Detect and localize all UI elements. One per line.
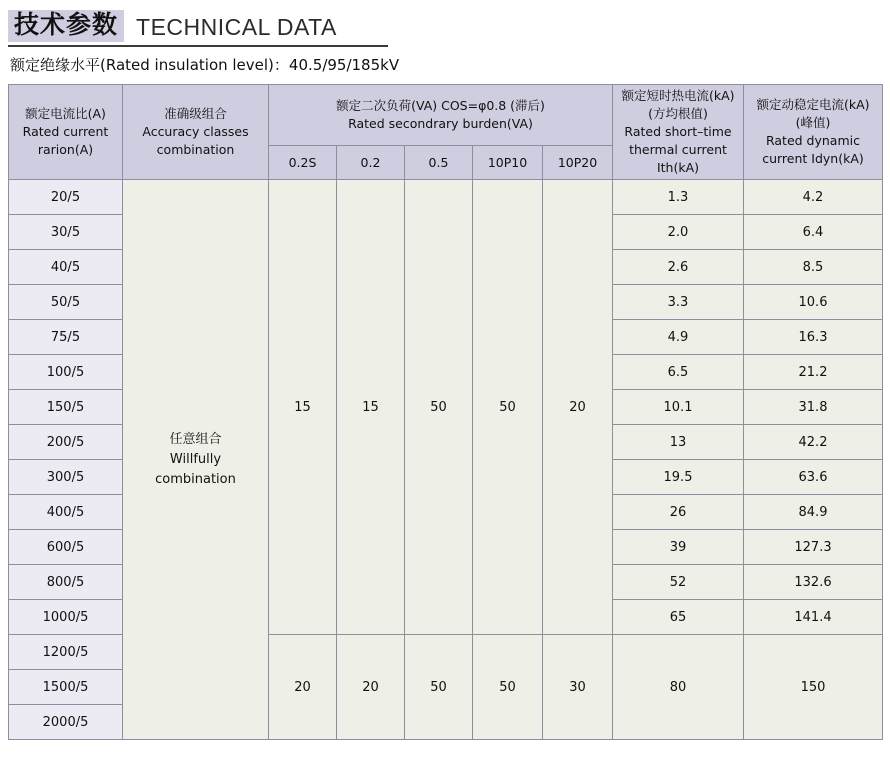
- cell-burden-0.2-group2: 20: [337, 635, 405, 740]
- cell-current-ratio: 300/5: [9, 460, 123, 495]
- cell-burden-0.2S-group2: 20: [269, 635, 337, 740]
- cell-burden-10P20-group1: 20: [543, 180, 613, 635]
- header-burden-line1: 额定二次负荷(VA) COS=φ0.8 (滞后): [336, 97, 545, 113]
- header-current-ratio: [9, 84, 123, 180]
- cell-current-ratio: 50/5: [9, 285, 123, 320]
- cell-current-ratio: 600/5: [9, 530, 123, 565]
- header-burden-col-3: 10P10: [473, 146, 543, 180]
- cell-current-ratio: 2000/5: [9, 705, 123, 740]
- cell-burden-0.2S-group1: 15: [269, 180, 337, 635]
- header-burden-col-4: 10P20: [543, 146, 613, 180]
- header-secondary-burden: [269, 84, 613, 146]
- cell-thermal-current: 52: [613, 565, 744, 600]
- cell-burden-0.5-group2: 50: [405, 635, 473, 740]
- header-accuracy-line1: 准确级组合: [164, 105, 227, 121]
- cell-current-ratio: 150/5: [9, 390, 123, 425]
- cell-burden-10P10-group2: 50: [473, 635, 543, 740]
- page-header: [0, 0, 890, 75]
- header-current-ratio-line1: 额定电流比(A): [25, 105, 106, 121]
- cell-thermal-current: 39: [613, 530, 744, 565]
- cell-thermal-current: 26: [613, 495, 744, 530]
- cell-dynamic-current: 6.4: [744, 215, 883, 250]
- header-burden-col-2: 0.5: [405, 146, 473, 180]
- cell-current-ratio: 75/5: [9, 320, 123, 355]
- table-head: [9, 84, 883, 180]
- cell-thermal-current: 80: [613, 635, 744, 740]
- cell-dynamic-current: 84.9: [744, 495, 883, 530]
- header-burden-line2: Rated secondrary burden(VA): [348, 116, 533, 132]
- table-header-row-1: [9, 84, 883, 146]
- insulation-level-subtitle: 额定绝缘水平(Rated insulation level)：40.5/95/185kV: [10, 55, 400, 74]
- header-accuracy-classes: [123, 84, 269, 180]
- cell-burden-0.2-group1: 15: [337, 180, 405, 635]
- cell-current-ratio: 20/5: [9, 180, 123, 215]
- header-thermal-line1: 额定短时热电流(kA): [621, 87, 735, 103]
- cell-burden-10P10-group1: 50: [473, 180, 543, 635]
- cell-dynamic-current: 21.2: [744, 355, 883, 390]
- table-container: [0, 84, 890, 741]
- header-thermal-line3: Rated short–time: [624, 124, 732, 139]
- page-title-cn: 技术参数: [8, 10, 124, 42]
- cell-dynamic-current: 63.6: [744, 460, 883, 495]
- technical-data-table: [8, 84, 883, 741]
- header-burden-col-0: 0.2S: [269, 146, 337, 180]
- table-body: [9, 180, 883, 740]
- cell-burden-0.5-group1: 50: [405, 180, 473, 635]
- cell-accuracy-combination: [123, 180, 269, 740]
- cell-current-ratio: 100/5: [9, 355, 123, 390]
- header-dynamic-line1: 额定动稳定电流(kA): [756, 96, 870, 112]
- cell-thermal-current: 2.0: [613, 215, 744, 250]
- title-row: [8, 10, 388, 47]
- header-dynamic-line4: current Idyn(kA): [762, 151, 864, 167]
- header-thermal-line5: Ith(kA): [656, 160, 700, 176]
- header-thermal-line2: (方均根值): [648, 105, 708, 121]
- cell-dynamic-current: 4.2: [744, 180, 883, 215]
- cell-burden-10P20-group2: 30: [543, 635, 613, 740]
- cell-current-ratio: 1500/5: [9, 670, 123, 705]
- header-accuracy-line3: combination: [156, 142, 235, 158]
- cell-current-ratio: 30/5: [9, 215, 123, 250]
- cell-thermal-current: 65: [613, 600, 744, 635]
- accuracy-value-line2: Willfully: [169, 451, 222, 467]
- cell-current-ratio: 200/5: [9, 425, 123, 460]
- accuracy-value-line1: 任意组合: [169, 431, 222, 447]
- header-dynamic-current: [744, 84, 883, 180]
- cell-current-ratio: 400/5: [9, 495, 123, 530]
- header-current-ratio-line3: rarion(A): [37, 142, 94, 158]
- header-dynamic-line3: Rated dynamic: [765, 133, 860, 149]
- header-burden-col-1: 0.2: [337, 146, 405, 180]
- header-current-ratio-line2: Rated current: [22, 124, 109, 139]
- cell-thermal-current: 2.6: [613, 250, 744, 285]
- cell-dynamic-current: 16.3: [744, 320, 883, 355]
- table-row: [9, 180, 883, 215]
- page-title-en: TECHNICAL DATA: [136, 14, 337, 41]
- header-dynamic-line2: (峰值): [795, 114, 831, 130]
- cell-dynamic-current: 10.6: [744, 285, 883, 320]
- cell-thermal-current: 4.9: [613, 320, 744, 355]
- cell-thermal-current: 1.3: [613, 180, 744, 215]
- cell-thermal-current: 19.5: [613, 460, 744, 495]
- cell-current-ratio: 1000/5: [9, 600, 123, 635]
- header-accuracy-line2: Accuracy classes: [142, 124, 249, 139]
- header-thermal-line4: thermal current: [629, 142, 727, 158]
- cell-dynamic-current: 150: [744, 635, 883, 740]
- cell-thermal-current: 13: [613, 425, 744, 460]
- cell-current-ratio: 800/5: [9, 565, 123, 600]
- cell-thermal-current: 6.5: [613, 355, 744, 390]
- header-thermal-current: [613, 84, 744, 180]
- cell-dynamic-current: 8.5: [744, 250, 883, 285]
- cell-dynamic-current: 141.4: [744, 600, 883, 635]
- accuracy-value-line3: combination: [155, 471, 236, 487]
- cell-current-ratio: 1200/5: [9, 635, 123, 670]
- cell-dynamic-current: 31.8: [744, 390, 883, 425]
- cell-thermal-current: 10.1: [613, 390, 744, 425]
- cell-dynamic-current: 42.2: [744, 425, 883, 460]
- cell-thermal-current: 3.3: [613, 285, 744, 320]
- cell-current-ratio: 40/5: [9, 250, 123, 285]
- cell-dynamic-current: 132.6: [744, 565, 883, 600]
- cell-dynamic-current: 127.3: [744, 530, 883, 565]
